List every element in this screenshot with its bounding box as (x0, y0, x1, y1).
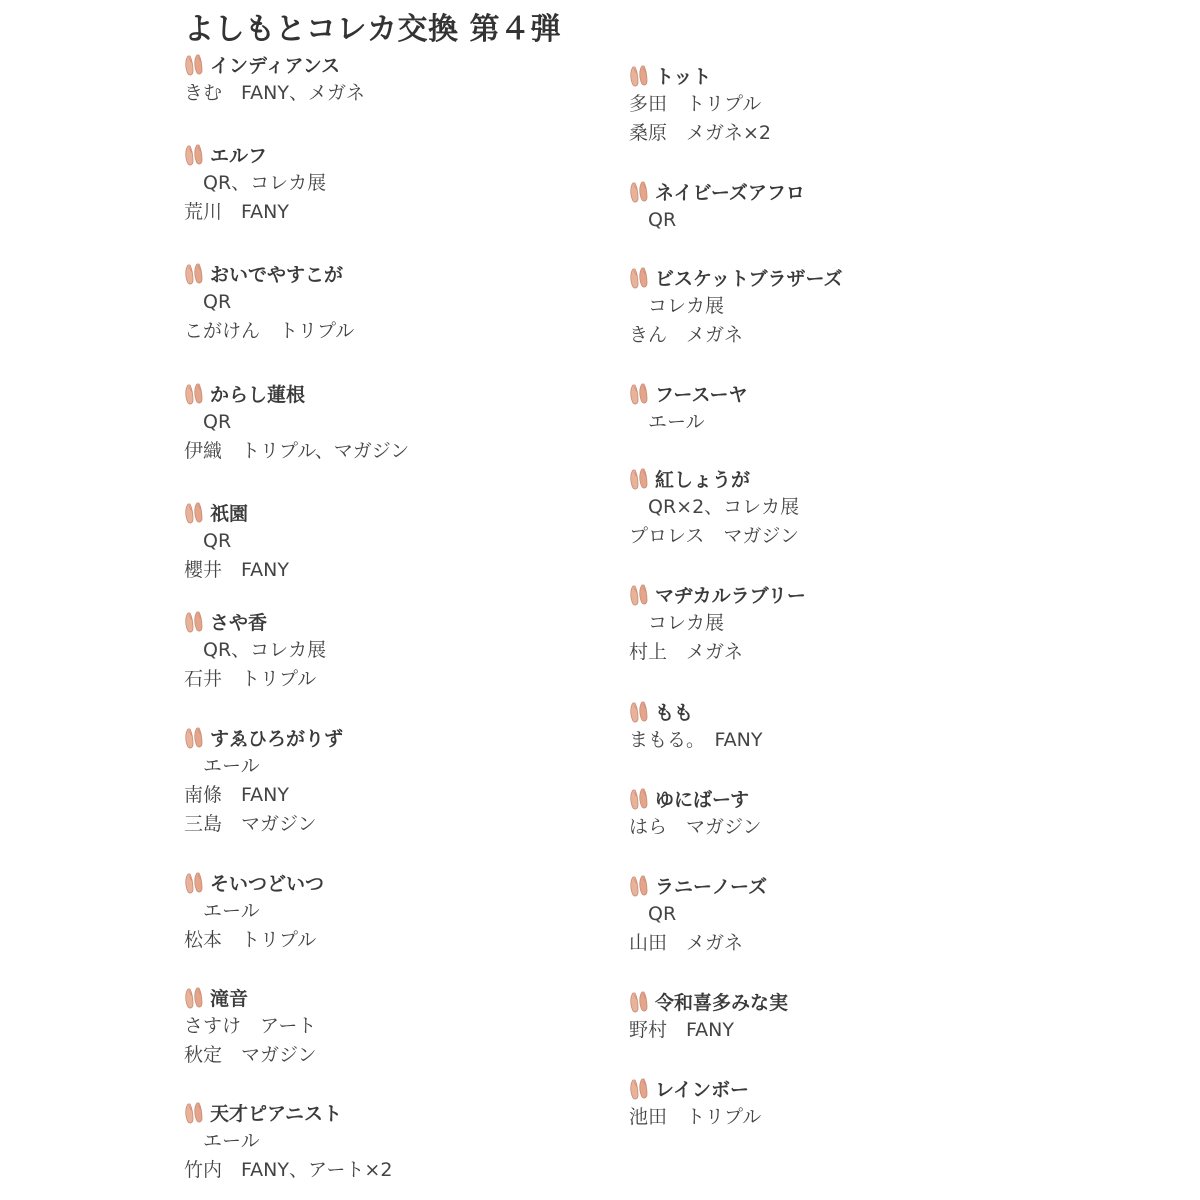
entry-line: エール (184, 1130, 260, 1152)
entry-heading (629, 697, 1049, 726)
entry-line: コレカ展 (629, 295, 725, 317)
entry-heading (184, 50, 604, 79)
entry (184, 1098, 604, 1185)
ballet-shoes-icon (629, 701, 653, 723)
entry (184, 379, 604, 466)
entry (184, 607, 604, 694)
entry-line: QR (184, 291, 232, 313)
entry-heading (629, 379, 1049, 408)
entry-heading (184, 983, 604, 1012)
entry-heading (629, 580, 1049, 609)
entry-heading (629, 784, 1049, 813)
entry-heading (184, 868, 604, 897)
ballet-shoes-icon (184, 872, 208, 894)
ballet-shoes-icon (629, 468, 653, 490)
entry (184, 498, 604, 585)
ballet-shoes-icon (184, 987, 208, 1009)
ballet-shoes-icon (184, 54, 208, 76)
entry-line: 池田 トリプル (629, 1106, 762, 1128)
ballet-shoes-icon (629, 267, 653, 289)
entry-heading (629, 1074, 1049, 1103)
entry-line: 竹内 FANY、アート×2 (184, 1159, 393, 1181)
entry (629, 987, 1049, 1045)
entry-line: きむ FANY、メガネ (184, 82, 366, 104)
entry-heading (184, 723, 604, 752)
entry-heading (629, 177, 1049, 206)
entry-line: 石井 トリプル (184, 668, 317, 690)
entry-line: QR (184, 530, 232, 552)
ballet-shoes-icon (629, 181, 653, 203)
entry-line: 多田 トリプル (629, 93, 762, 115)
entry (629, 871, 1049, 958)
ballet-shoes-icon (184, 502, 208, 524)
entry-name: 滝音 (210, 988, 249, 1010)
entry-name: フースーヤ (655, 384, 748, 406)
entry-name: インディアンス (210, 55, 341, 77)
entry-heading (629, 263, 1049, 292)
entry-line: はら マガジン (629, 816, 762, 838)
entry-line: 伊織 トリプル、マガジン (184, 440, 410, 462)
entry (184, 140, 604, 227)
entry-name: ビスケットブラザーズ (655, 268, 843, 290)
entry-heading (629, 464, 1049, 493)
entry-name: そいつどいつ (210, 873, 325, 895)
ballet-shoes-icon (629, 788, 653, 810)
ballet-shoes-icon (629, 383, 653, 405)
entry (184, 983, 604, 1070)
ballet-shoes-icon (184, 727, 208, 749)
ballet-shoes-icon (184, 611, 208, 633)
entry-heading (184, 140, 604, 169)
entry-name: エルフ (210, 145, 268, 167)
entry-line: エール (184, 900, 260, 922)
entry-heading (629, 61, 1049, 90)
entry-line: まもる。 FANY (629, 729, 763, 751)
entry (629, 1074, 1049, 1132)
ballet-shoes-icon (184, 144, 208, 166)
entry-name: ラニーノーズ (655, 876, 768, 898)
entry (184, 50, 604, 108)
entry-line: エール (629, 411, 705, 433)
entry-name: ネイビーズアフロ (655, 182, 805, 204)
ballet-shoes-icon (184, 263, 208, 285)
entry-name: マヂカルラブリー (655, 585, 806, 607)
entry-line: 荒川 FANY (184, 201, 290, 223)
ballet-shoes-icon (184, 1102, 208, 1124)
entry-line: QR、コレカ展 (184, 639, 327, 661)
entry (629, 784, 1049, 842)
entry-line: 櫻井 FANY (184, 559, 290, 581)
entry-name: すゑひろがりず (210, 728, 344, 750)
ballet-shoes-icon (629, 875, 653, 897)
entry (629, 177, 1049, 235)
entry-name: さや香 (210, 612, 268, 634)
entry-line: 三島 マガジン (184, 813, 317, 835)
ballet-shoes-icon (629, 584, 653, 606)
entry-name: ゆにばーす (655, 789, 750, 811)
entry-line: さすけ アート (184, 1015, 317, 1037)
entry-line: QR、コレカ展 (184, 172, 327, 194)
entry-name: トット (655, 66, 712, 88)
entry-line: こがけん トリプル (184, 320, 355, 342)
entry-name: からし蓮根 (210, 384, 306, 406)
entry-line: きん メガネ (629, 324, 744, 346)
entry-line: QR (629, 209, 677, 231)
entry-heading (184, 1098, 604, 1127)
entry-heading (629, 987, 1049, 1016)
entry-heading (184, 607, 604, 636)
entry-heading (184, 259, 604, 288)
entry-line: 南條 FANY (184, 784, 290, 806)
entry-name: 令和喜多みな実 (655, 992, 789, 1014)
entry-line: 秋定 マガジン (184, 1044, 317, 1066)
entry-line: QR×2、コレカ展 (629, 496, 800, 518)
entry (184, 259, 604, 346)
entry-line: 松本 トリプル (184, 929, 317, 951)
entry-heading (184, 379, 604, 408)
entry (629, 464, 1049, 551)
entry-line: 村上 メガネ (629, 641, 744, 663)
ballet-shoes-icon (629, 991, 653, 1013)
entry (629, 379, 1049, 437)
entry (629, 697, 1049, 755)
entry (629, 61, 1049, 148)
entry-name: 祇園 (210, 503, 249, 525)
entry-name: 天才ピアニスト (210, 1103, 343, 1125)
entry-heading (184, 498, 604, 527)
entry-line: 野村 FANY (629, 1019, 735, 1041)
ballet-shoes-icon (184, 383, 208, 405)
entry-line: 桑原 メガネ×2 (629, 122, 772, 144)
entry (184, 723, 604, 839)
entry-line: コレカ展 (629, 612, 725, 634)
entry-line: 山田 メガネ (629, 932, 744, 954)
entry-name: おいでやすこが (210, 264, 344, 286)
entry (629, 580, 1049, 667)
entry-name: レインボー (655, 1079, 750, 1101)
ballet-shoes-icon (629, 1078, 653, 1100)
entry-heading (629, 871, 1049, 900)
entry-line: エール (184, 755, 260, 777)
entry-line: プロレス マガジン (629, 525, 799, 547)
entry-line: QR (184, 411, 232, 433)
entry (184, 868, 604, 955)
entry-line: QR (629, 903, 677, 925)
page-title: よしもとコレカ交換 第４弾 (184, 12, 561, 47)
entry (629, 263, 1049, 350)
entry-name: 紅しょうが (655, 469, 751, 491)
ballet-shoes-icon (629, 65, 653, 87)
entry-name: もも (655, 702, 694, 724)
